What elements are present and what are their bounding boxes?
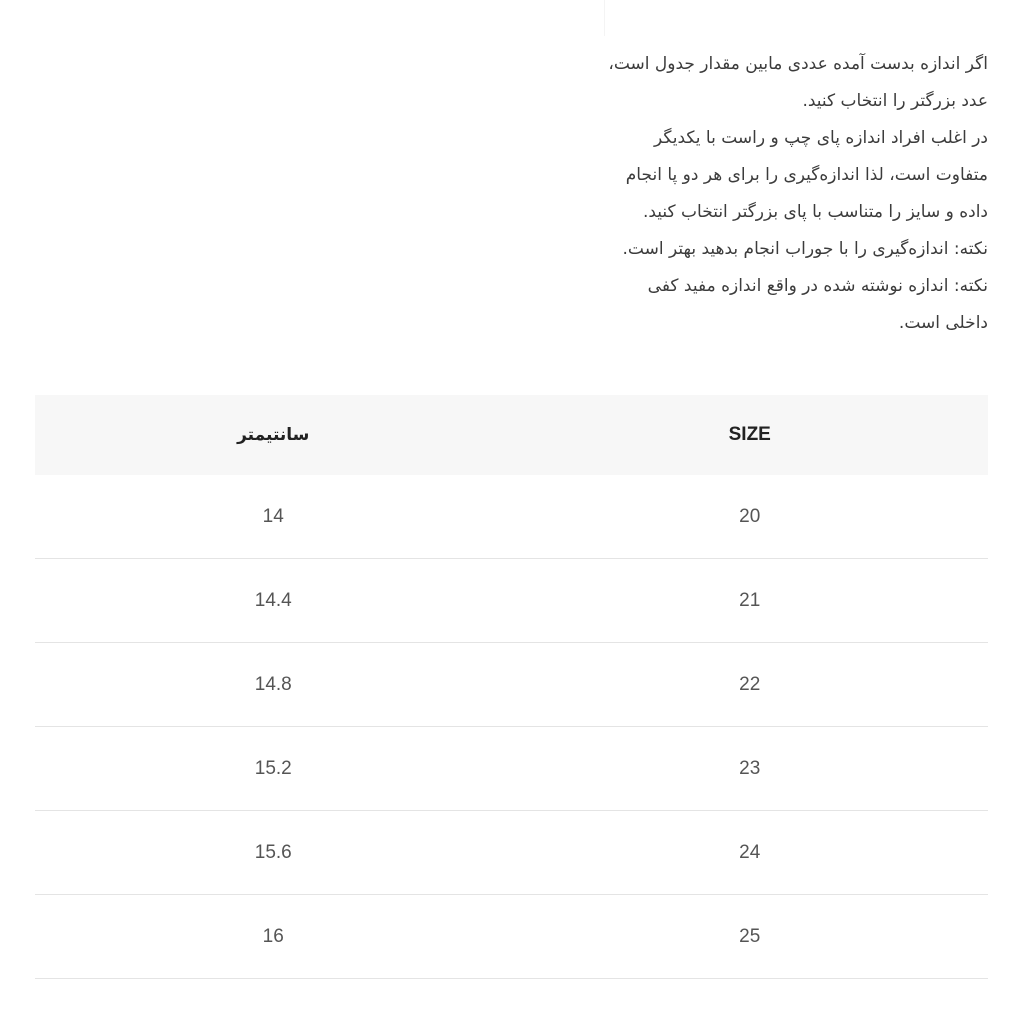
table-row — [35, 895, 988, 979]
cell-cm: 15.2 — [35, 727, 512, 811]
note-line: در اغلب افراد اندازه پای چپ و راست با یکدیگر — [653, 128, 988, 148]
cell-cm: 16 — [35, 895, 512, 979]
cell-cm: 14 — [35, 475, 512, 559]
note-line: داده و سایز را متناسب با پای بزرگتر انتخاب کنید. — [642, 202, 988, 222]
note-line: اگر اندازه بدست آمده عددی مابین مقدار جدول است، — [608, 54, 988, 74]
cell-size: 23 — [512, 727, 989, 811]
cell-cm: 14.4 — [35, 559, 512, 643]
cell-cm: 15.6 — [35, 811, 512, 895]
column-header-cm: سانتیمتر — [35, 395, 512, 475]
cell-size: 22 — [512, 643, 989, 727]
table-row — [35, 475, 988, 559]
cell-cm: 14.8 — [35, 643, 512, 727]
cell-size: 24 — [512, 811, 989, 895]
note-line: داخلی است. — [898, 313, 988, 333]
table-row — [35, 559, 988, 643]
table-row — [35, 643, 988, 727]
cell-size: 25 — [512, 895, 989, 979]
size-table — [35, 395, 988, 979]
table-row — [35, 811, 988, 895]
note-line: عدد بزرگتر را انتخاب کنید. — [802, 91, 988, 111]
note-line: نکته: اندازه‌گیری را با جوراب انجام بدهید بهتر است. — [622, 239, 988, 259]
note-line: نکته: اندازه نوشته شده در واقع اندازه مفید کفی — [647, 276, 988, 296]
table-row — [35, 727, 988, 811]
cell-size: 20 — [512, 475, 989, 559]
cell-size: 21 — [512, 559, 989, 643]
column-header-size: SIZE — [512, 395, 989, 475]
note-line: متفاوت است، لذا اندازه‌گیری را برای هر دو پا انجام — [625, 165, 988, 185]
size-guide-notes — [558, 46, 988, 342]
table-header-row — [35, 395, 988, 475]
divider — [604, 0, 605, 36]
